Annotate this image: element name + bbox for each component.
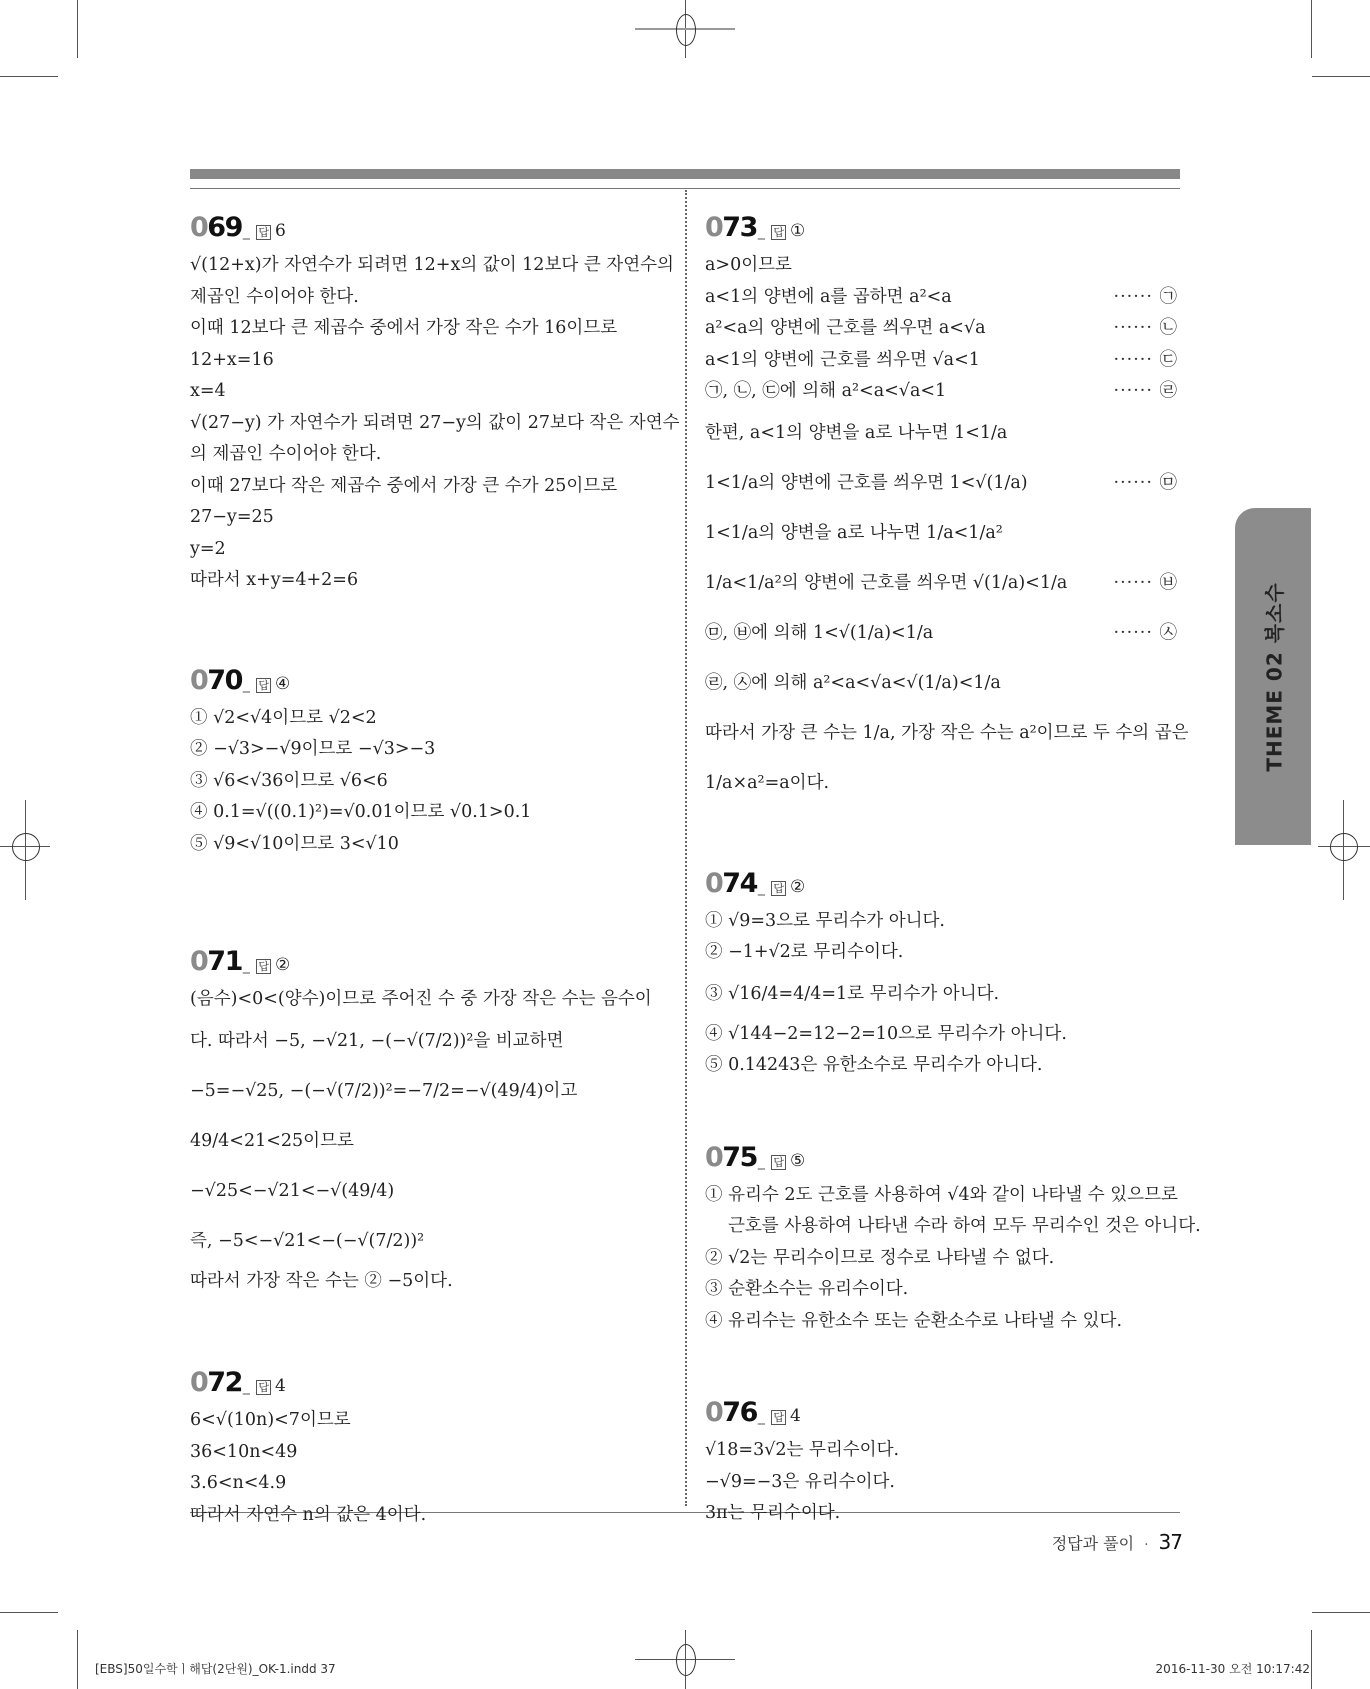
label-marker: ······ ㉠	[1113, 286, 1178, 307]
answer-value: 4	[275, 1376, 286, 1396]
page-number: 37	[1158, 1530, 1182, 1554]
label-marker: ······ ㉥	[1113, 572, 1178, 593]
column-divider	[685, 190, 687, 1506]
solution-line: ⑤ 0.14243은 유한소수로 무리수가 아니다.	[705, 1055, 1043, 1075]
solution-line: √(12+x)가 자연수가 되려면 12+x의 값이 12보다 큰 자연수의	[190, 255, 674, 275]
problem-070	[190, 665, 670, 861]
solution-line: √(27−y) 가 자연수가 되려면 27−y의 값이 27보다 작은 자연수	[190, 412, 680, 433]
problem-number: 076_	[705, 1397, 764, 1428]
solution-line: 1/a<1/a²의 양변에 근호를 씌우면 √(1/a)<1/a ······ ㉥	[705, 558, 1180, 608]
problem-number: 074_	[705, 867, 764, 899]
solution-line: ③ √16/4=4/4=1로 무리수가 아니다.	[705, 983, 1000, 1004]
solution-line: 제곱인 수이어야 한다.	[190, 286, 359, 307]
header-bar	[190, 169, 1180, 179]
registration-circle-top	[676, 14, 696, 46]
solution-line: ④ 유리수는 유한소수 또는 순환소수로 나타낼 수 있다.	[705, 1310, 1123, 1331]
label-marker: ······ ㉦	[1113, 622, 1178, 643]
label-marker: ······ ㉡	[1113, 318, 1178, 338]
problem-header	[190, 946, 670, 984]
answer-value: ②	[790, 876, 806, 897]
answer-value: ②	[275, 955, 291, 975]
problem-072	[190, 1367, 670, 1531]
solution-line: a²<a의 양변에 근호를 씌우면 a<√a ······ ㉡	[705, 313, 1180, 345]
problem-number: 070_	[190, 664, 249, 696]
crop-mark-bottom-left-v	[77, 1630, 78, 1689]
problem-074	[705, 868, 1180, 1082]
answer-label-icon: 답	[258, 1381, 270, 1394]
solution-line: 1<1/a의 양변을 a로 나누면 1/a<1/a²	[705, 522, 1003, 543]
solution-line: 따라서 가장 큰 수는 1/a, 가장 작은 수는 a²이므로 두 수의 곱은	[705, 722, 1189, 743]
problem-header	[705, 1397, 1180, 1435]
solution-line: 27−y=25	[190, 507, 274, 527]
right-column	[705, 212, 1201, 1530]
solution-line: (음수)<0<(양수)이므로 주어진 수 중 가장 작은 수는 음수이	[190, 989, 652, 1009]
solution-line: −√25<−√21<−√(49/4)	[190, 1180, 395, 1201]
problem-number: 071_	[190, 946, 249, 977]
solution-line: ㉤, ㉥에 의해 1<√(1/a)<1/a ······ ㉦	[705, 608, 1180, 658]
problem-076	[705, 1397, 1180, 1530]
answer-value: 6	[275, 221, 286, 241]
solution-line: ③ √6<√36이므로 √6<6	[190, 770, 388, 791]
registration-circle-bottom	[676, 1644, 696, 1676]
answer-label-icon: 답	[258, 678, 270, 692]
solution-line: ① 유리수 2도 근호를 사용하여 √4와 같이 나타낼 수 있으므로	[705, 1184, 1178, 1205]
solution-line: 이때 27보다 작은 제곱수 중에서 가장 큰 수가 25이므로	[190, 475, 618, 496]
solution-line: ① √9=3으로 무리수가 아니다.	[705, 910, 945, 931]
solution-line: ⑤ √9<√10이므로 3<√10	[190, 833, 399, 854]
solution-line: ④ 0.1=√((0.1)²)=√0.01이므로 √0.1>0.1	[190, 802, 532, 822]
label-marker: ······ ㉢	[1113, 349, 1178, 370]
crop-mark-bottom-right-h	[1312, 1612, 1370, 1613]
solution-line: 6<√(10n)<7이므로	[190, 1410, 351, 1430]
crop-mark-top-left-h	[0, 76, 58, 77]
solution-line: 36<10n<49	[190, 1441, 298, 1462]
problem-073	[705, 212, 1189, 808]
answer-value: ⑤	[790, 1150, 806, 1171]
registration-circle-right	[1330, 833, 1358, 861]
theme-side-tab	[1235, 508, 1311, 845]
solution-line: 1<1/a의 양변에 근호를 씌우면 1<√(1/a) ······ ㉤	[705, 458, 1180, 508]
solution-line: ② √2는 무리수이므로 정수로 나타낼 수 없다.	[705, 1247, 1055, 1268]
solution-line: 의 제곱인 수이어야 한다.	[190, 444, 382, 464]
answer-value: ④	[275, 673, 291, 694]
solution-line: 즉, −5<−√21<−(−√(7/2))²	[190, 1230, 425, 1251]
crop-mark-top-left-v	[77, 0, 78, 58]
solution-line: x=4	[190, 381, 226, 401]
answer-value: 4	[790, 1406, 801, 1426]
solution-line: ① √2<√4이므로 √2<2	[190, 707, 377, 728]
solution-line: 3.6<n<4.9	[190, 1473, 287, 1493]
crop-mark-top-right-v	[1311, 0, 1312, 58]
solution-line: ② −√3>−√9이므로 −√3>−3	[190, 739, 436, 759]
label-marker: ······ ㉤	[1113, 472, 1178, 493]
problem-header	[705, 1142, 1180, 1180]
solution-line: 3π는 무리수이다.	[705, 1503, 841, 1523]
page-footer	[1052, 1530, 1182, 1554]
crop-mark-bottom-left-h	[0, 1612, 58, 1613]
solution-line: 따라서 x+y=4+2=6	[190, 570, 359, 590]
solution-line: 근호를 사용하여 나타낸 수라 하여 모두 무리수인 것은 아니다.	[728, 1216, 1201, 1236]
answer-label-icon: 답	[773, 1155, 785, 1169]
left-column	[190, 212, 680, 1531]
problem-header	[190, 1367, 670, 1405]
solution-line: 49/4<21<25이므로	[190, 1130, 354, 1151]
answer-label-icon: 답	[258, 226, 270, 239]
footer-section: 정답과 풀이	[1051, 1534, 1135, 1553]
problem-header	[705, 212, 1180, 250]
solution-line: a>0이므로	[705, 255, 792, 275]
theme-label: THEME 02 복소수	[1262, 581, 1287, 772]
solution-line: ③ 순환소수는 유리수이다.	[705, 1279, 909, 1299]
solution-line: y=2	[190, 538, 226, 559]
problem-header	[705, 868, 1180, 906]
header-rule	[190, 188, 1180, 189]
registration-circle-left	[12, 833, 40, 861]
answer-value: ①	[790, 221, 806, 241]
problem-number: 073_	[705, 212, 764, 243]
solution-line: ㉣, ㉦에 의해 a²<a<√a<√(1/a)<1/a	[705, 672, 1001, 693]
crop-mark-bottom-right-v	[1311, 1630, 1312, 1689]
problem-number: 072_	[190, 1367, 249, 1398]
footer-separator: ·	[1144, 1537, 1149, 1553]
slug-filename: [EBS]50일수학ㅣ해답(2단원)_OK-1.indd 37	[95, 1662, 336, 1676]
problem-071	[190, 946, 670, 1297]
solution-line: √18=3√2는 무리수이다.	[705, 1440, 900, 1460]
solution-line: 다. 따라서 −5, −√21, −(−√(7/2))²을 비교하면	[190, 1030, 564, 1051]
label-marker: ······ ㉣	[1113, 381, 1178, 401]
solution-line: ㉠, ㉡, ㉢에 의해 a²<a<√a<1 ······ ㉣	[705, 376, 1180, 408]
answer-label-icon: 답	[258, 960, 270, 973]
solution-line: a<1의 양변에 a를 곱하면 a²<a ······ ㉠	[705, 282, 1180, 314]
problem-header	[190, 212, 670, 250]
solution-line: −√9=−3은 유리수이다.	[705, 1471, 895, 1492]
problem-number: 075_	[705, 1141, 764, 1173]
solution-line: a<1의 양변에 근호를 씌우면 √a<1 ······ ㉢	[705, 345, 1180, 377]
problem-069	[190, 212, 680, 597]
solution-line: −5=−√25, −(−√(7/2))²=−7/2=−√(49/4)이고	[190, 1080, 578, 1101]
solution-line: 한편, a<1의 양변을 a로 나누면 1<1/a	[705, 422, 1008, 443]
problem-number: 069_	[190, 212, 249, 243]
solution-line: 1/a×a²=a이다.	[705, 772, 830, 793]
answer-label-icon: 답	[773, 881, 785, 895]
crop-mark-top-right-h	[1312, 76, 1370, 77]
solution-line: 12+x=16	[190, 349, 274, 370]
solution-line: ② −1+√2로 무리수이다.	[705, 942, 904, 962]
slug-timestamp: 2016-11-30 오전 10:17:42	[1155, 1662, 1310, 1676]
answer-label-icon: 답	[773, 226, 785, 239]
solution-line: 따라서 자연수 n의 값은 4이다.	[190, 1504, 427, 1525]
solution-line: 이때 12보다 큰 제곱수 중에서 가장 작은 수가 16이므로	[190, 318, 618, 338]
problem-header	[190, 665, 670, 703]
solution-line: ④ √144−2=12−2=10으로 무리수가 아니다.	[705, 1023, 1067, 1044]
solution-line: 따라서 가장 작은 수는 ② −5이다.	[190, 1270, 453, 1291]
problem-075	[705, 1141, 1201, 1338]
answer-label-icon: 답	[773, 1411, 785, 1424]
